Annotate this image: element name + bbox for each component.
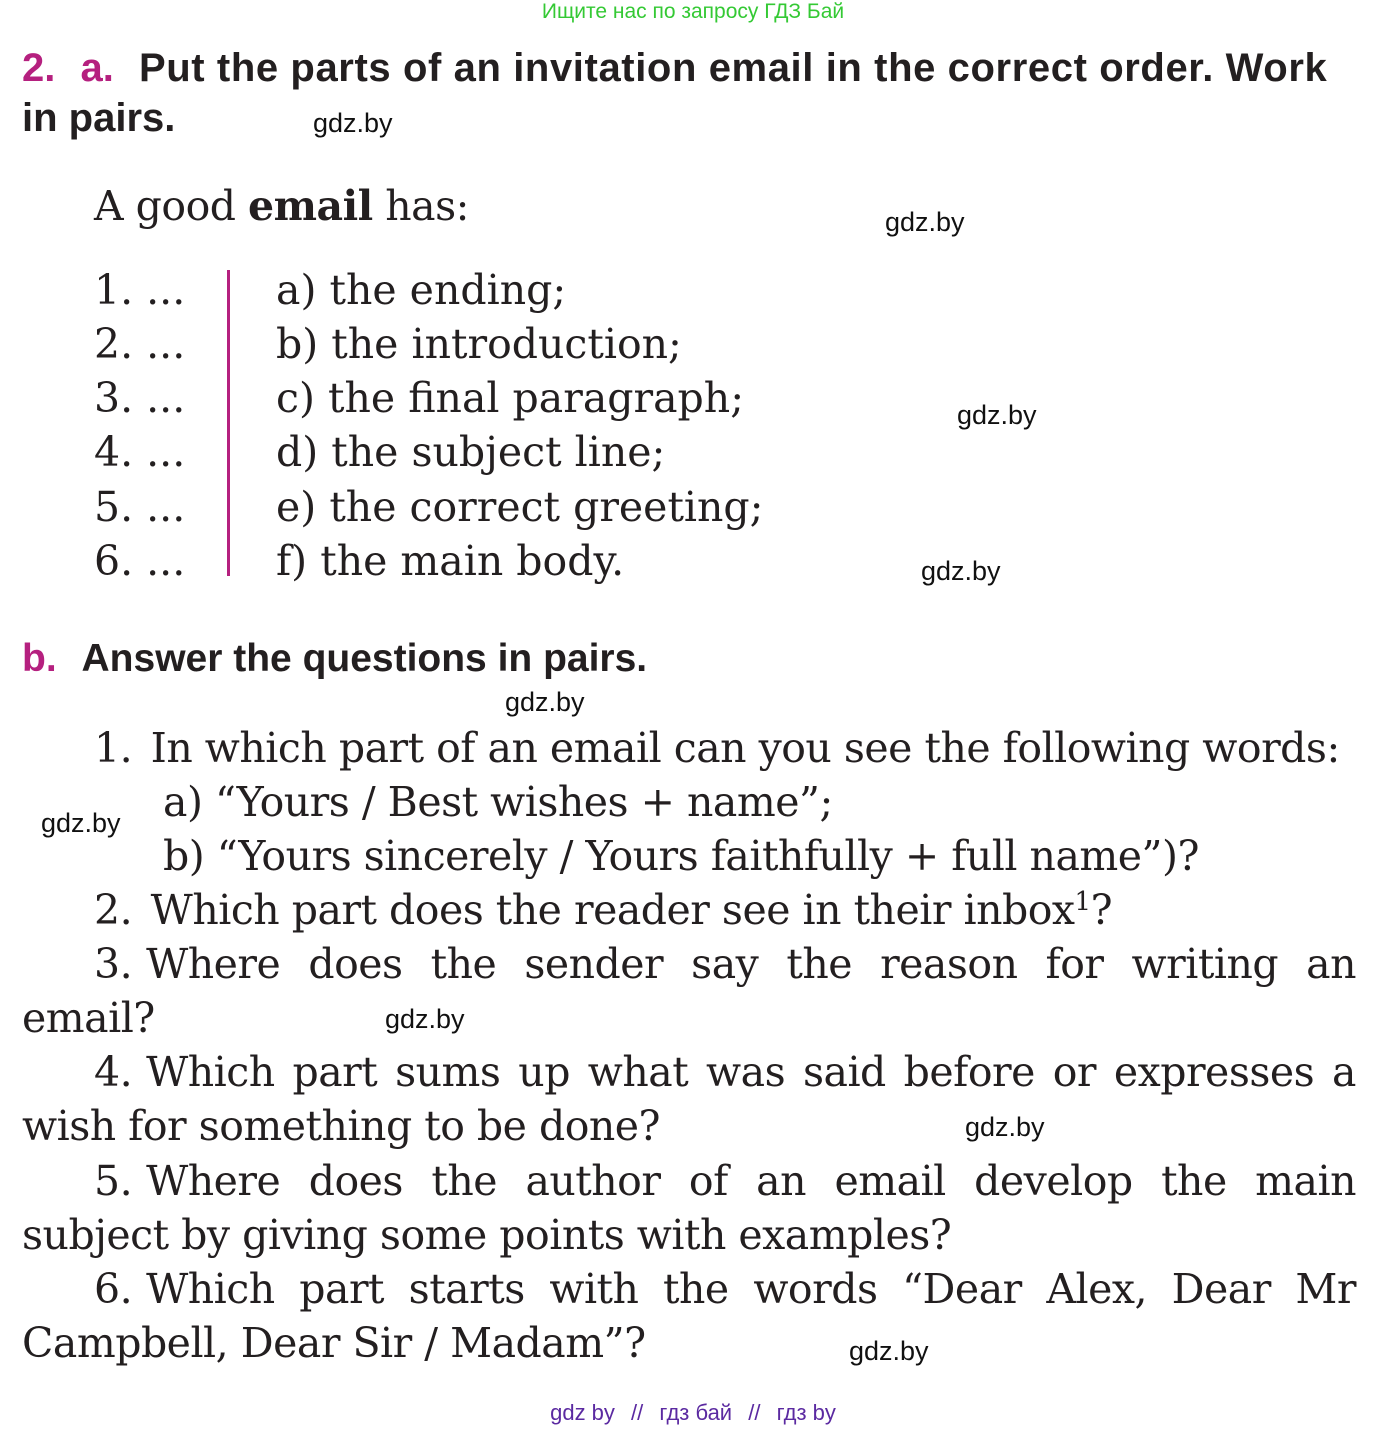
question-number: 3. (94, 940, 133, 988)
part-a-title-continued: in pairs. (22, 96, 176, 140)
exercise-heading-line1 (22, 46, 1327, 91)
intro-after: has: (372, 182, 469, 230)
question-6-continued: Campbell, Dear Sir / Madam”? (22, 1319, 646, 1367)
question-5-continued: subject by giving some points with examples? (22, 1211, 952, 1259)
question-number: 6. (94, 1265, 133, 1313)
footer-links (0, 1400, 1386, 1426)
blank-4: 4. ... (94, 428, 186, 476)
part-a-title: Put the parts of an invitation email in the correct order. Work (138, 46, 1328, 90)
blank-6: 6. ... (94, 537, 186, 585)
question-text: Where does the sender say the reason for writing an (146, 940, 1356, 988)
email-part-text: the final paragraph; (328, 374, 745, 422)
footnote-marker: 1 (1074, 887, 1091, 917)
intro-bold-word: email (248, 182, 373, 230)
blank-1: 1. ... (94, 266, 186, 314)
watermark: gdz.by (885, 207, 965, 237)
footer-separator: // (748, 1400, 761, 1425)
footer-link-gdz-by[interactable]: gdz by (550, 1400, 615, 1425)
email-part-f (276, 537, 624, 585)
email-part-text: the subject line; (331, 428, 666, 476)
blank-2: 2. ... (94, 320, 186, 368)
question-5 (94, 1157, 1356, 1205)
email-part-letter: d) (276, 428, 319, 476)
question-number: 5. (94, 1157, 133, 1205)
column-divider (227, 270, 230, 576)
search-hint-banner: Ищите нас по запросу ГДЗ Бай (541, 0, 845, 23)
blank-5: 5. ... (94, 483, 186, 531)
intro-sentence (94, 182, 469, 230)
part-b-letter: b. (22, 637, 57, 680)
watermark: gdz.by (505, 687, 585, 717)
email-part-b (276, 320, 682, 368)
blank-3: 3. ... (94, 374, 186, 422)
email-part-text: the introduction; (331, 320, 682, 368)
question-4 (94, 1048, 1356, 1096)
question-number: 2. (94, 886, 133, 934)
email-part-e (276, 483, 764, 531)
question-3-continued: email? (22, 994, 155, 1042)
watermark: gdz.by (957, 400, 1037, 430)
email-part-c (276, 374, 744, 422)
watermark: gdz.by (385, 1004, 465, 1034)
email-part-letter: a) (276, 266, 317, 314)
part-b-heading (22, 637, 647, 681)
email-part-letter: c) (276, 374, 315, 422)
question-end: ? (1090, 886, 1113, 934)
question-1-option-b: b) “Yours sincerely / Yours faithfully + full name”)? (163, 832, 1199, 880)
question-text: Which part does the reader see in their inbox (150, 886, 1075, 934)
email-part-text: the main body. (320, 537, 625, 585)
question-3 (94, 940, 1356, 988)
question-2 (94, 886, 1112, 934)
email-part-text: the ending; (329, 266, 567, 314)
watermark: gdz.by (921, 556, 1001, 586)
question-text: Which part sums up what was said before or expresses a (146, 1048, 1356, 1096)
question-4-continued: wish for something to be done? (22, 1102, 661, 1150)
question-1-option-a: a) “Yours / Best wishes + name”; (163, 778, 833, 826)
email-part-text: the correct greeting; (329, 483, 764, 531)
watermark: gdz.by (41, 808, 121, 838)
email-part-letter: e) (276, 483, 317, 531)
question-text: Which part starts with the words “Dear Alex, Dear Mr (146, 1265, 1356, 1313)
intro-before: A good (94, 182, 249, 230)
email-part-letter: b) (276, 320, 319, 368)
email-part-a (276, 266, 566, 314)
email-part-d (276, 428, 665, 476)
part-a-letter: a. (80, 46, 114, 90)
part-b-title: Answer the questions in pairs. (81, 637, 648, 680)
question-number: 1. (94, 724, 133, 772)
watermark: gdz.by (965, 1112, 1045, 1142)
email-part-letter: f) (276, 537, 308, 585)
footer-link-gdz-bai[interactable]: гдз бай (659, 1400, 733, 1425)
question-6 (94, 1265, 1356, 1313)
question-1 (94, 724, 1340, 772)
footer-separator: // (631, 1400, 644, 1425)
watermark: gdz.by (313, 108, 393, 138)
question-text: In which part of an email can you see the following words: (150, 724, 1340, 772)
watermark: gdz.by (849, 1336, 929, 1366)
question-number: 4. (94, 1048, 133, 1096)
exercise-number: 2. (22, 46, 56, 90)
footer-link-gdz-by-mixed[interactable]: гдз by (776, 1400, 836, 1425)
question-text: Where does the author of an email develop the main (146, 1157, 1356, 1205)
